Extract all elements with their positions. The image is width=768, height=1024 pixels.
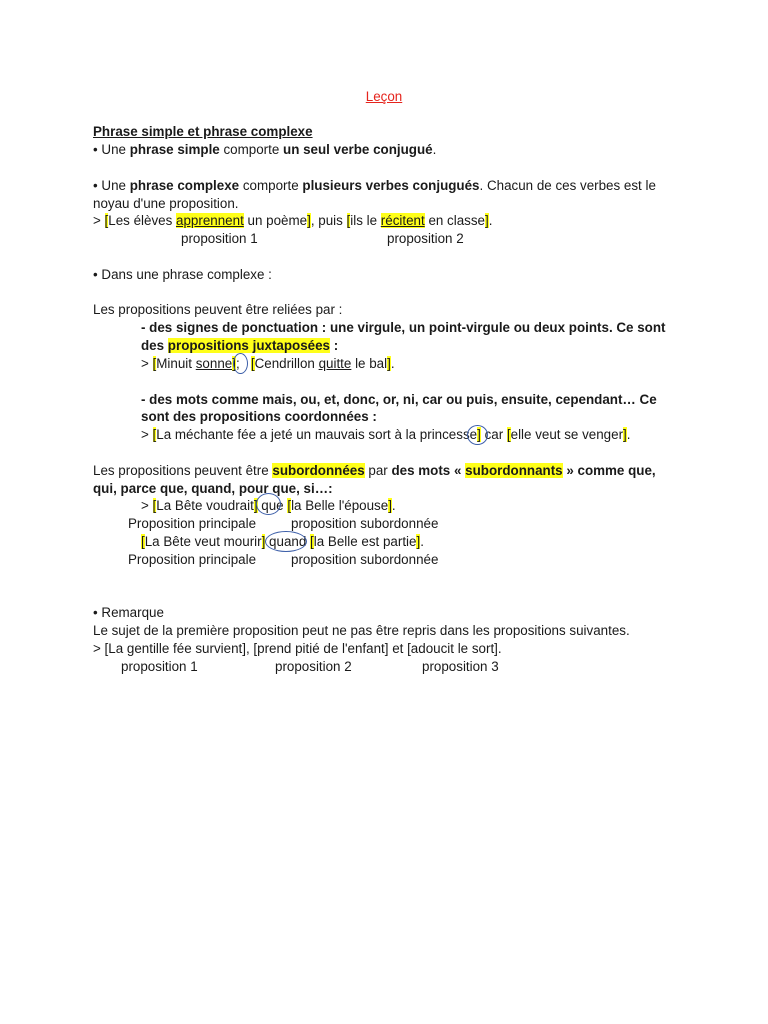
remark-bullet: • Remarque (93, 605, 164, 620)
term-highlight: subordonnants (465, 463, 563, 478)
conjunction-circle (467, 425, 488, 445)
bracket: [ (310, 534, 314, 549)
term-highlight: subordonnées (272, 463, 365, 478)
text: Les propositions peuvent être (93, 463, 273, 478)
proposition-label: proposition 2 (275, 659, 352, 674)
bracket: [ (141, 534, 145, 549)
clause-label: proposition subordonnée (291, 552, 439, 567)
text: un poème (243, 213, 308, 228)
bold-text: des mots « (391, 463, 466, 478)
text: > (93, 213, 105, 228)
text: > (141, 498, 153, 513)
text: ; (235, 356, 251, 371)
text: : (330, 338, 339, 353)
proposition-label: proposition 3 (422, 659, 499, 674)
coordinated-line: - des mots comme mais, ou, et, donc, or, ni, car ou puis, ensuite, cependant… Ce (141, 392, 657, 407)
bracket: ] (307, 213, 311, 228)
subordinate-line (93, 462, 656, 480)
example-2 (141, 355, 395, 373)
text: la Belle l'épouse (291, 498, 389, 513)
bracket: ] (388, 498, 392, 513)
text: Minuit (156, 356, 196, 371)
example-1 (93, 212, 492, 230)
text: elle veut se venger (510, 427, 624, 442)
verb-highlight: apprennent (176, 213, 244, 228)
text: en classe (424, 213, 486, 228)
text: . (390, 356, 395, 371)
term: phrase complexe (129, 178, 240, 193)
text: . (420, 534, 424, 549)
subordinant-circle (265, 531, 307, 552)
remark-example: > [La gentille fée survient], [prend pitié de l'enfant] et [adoucit le sort]. (93, 641, 502, 656)
text: > (141, 356, 153, 371)
text: le bal (351, 356, 388, 371)
bracket: ] (477, 427, 481, 442)
term-highlight: propositions juxtaposées (167, 338, 331, 353)
remark-text: Le sujet de la première proposition peut ne pas être repris dans les propositions suivantes. (93, 623, 630, 638)
bullet-simple-sentence (93, 141, 436, 159)
clause-label: Proposition principale (128, 552, 257, 567)
clause-label: proposition subordonnée (291, 516, 439, 531)
text: > (141, 427, 153, 442)
bracket: [ (250, 356, 255, 371)
proposition-label: proposition 1 (181, 231, 258, 246)
bracket: [ (287, 498, 292, 513)
text: . (626, 427, 631, 442)
verb: sonne (195, 356, 233, 371)
text: la Belle est partie (313, 534, 417, 549)
text: . (432, 142, 437, 157)
proposition-label: proposition 2 (387, 231, 464, 246)
bracket: ] (623, 427, 627, 442)
example-3 (141, 426, 631, 444)
bullet-complex: • Dans une phrase complexe : (93, 267, 272, 282)
text: des (141, 338, 168, 353)
text-line: noyau d'une proposition. (93, 196, 239, 211)
text: comporte (239, 178, 303, 193)
bracket: [ (152, 356, 157, 371)
intro-text: Les propositions peuvent être reliées par : (93, 302, 343, 317)
text: Cendrillon (254, 356, 319, 371)
bracket: [ (152, 498, 157, 513)
subordinate-line-2: qui, parce que, quand, pour que, si…: (93, 481, 333, 496)
text: comporte (219, 142, 284, 157)
section-heading: Phrase simple et phrase complexe (93, 124, 313, 139)
bracket: ] (416, 534, 421, 549)
verb-highlight: récitent (380, 213, 425, 228)
bold-text: plusieurs verbes conjugués (302, 178, 480, 193)
coordinated-line: sont des propositions coordonnées : (141, 409, 377, 424)
text: car (480, 427, 507, 442)
bracket: [ (346, 213, 351, 228)
text: . (488, 213, 493, 228)
bracket: [ (506, 427, 511, 442)
punctuation-circle (233, 353, 248, 374)
bracket: [ (104, 213, 109, 228)
bracket: [ (152, 427, 157, 442)
verb: quitte (318, 356, 352, 371)
subordinant-circle (253, 493, 281, 515)
text: par (364, 463, 392, 478)
bracket: ] (485, 213, 489, 228)
text: . (391, 498, 396, 513)
bullet-text: • Une (93, 178, 130, 193)
bracket: ] (253, 498, 258, 513)
bullet-complex-sentence (93, 177, 656, 195)
text: La Bête voudrait (156, 498, 254, 513)
bracket: ] (261, 534, 266, 549)
clause-label: Proposition principale (128, 516, 257, 531)
text: Les élèves (108, 213, 177, 228)
text: , puis (310, 213, 347, 228)
bracket: ] (232, 356, 236, 371)
text: quand (265, 534, 311, 549)
bracket: ] (387, 356, 391, 371)
text: ils le (350, 213, 381, 228)
page-title: Leçon (365, 89, 403, 104)
text: que (257, 498, 288, 513)
text: La Bête veut mourir (144, 534, 262, 549)
punctuation-line: - des signes de ponctuation : une virgule, un point-virgule ou deux points. Ce sont (141, 320, 666, 335)
term: phrase simple (129, 142, 220, 157)
bullet-text: • Une (93, 142, 130, 157)
bold-text: un seul verbe conjugué (283, 142, 433, 157)
text: La méchante fée a jeté un mauvais sort à la princesse (156, 427, 478, 442)
bold-text: » comme que, (562, 463, 656, 478)
proposition-label: proposition 1 (121, 659, 198, 674)
text: . Chacun de ces verbes est le (479, 178, 656, 193)
